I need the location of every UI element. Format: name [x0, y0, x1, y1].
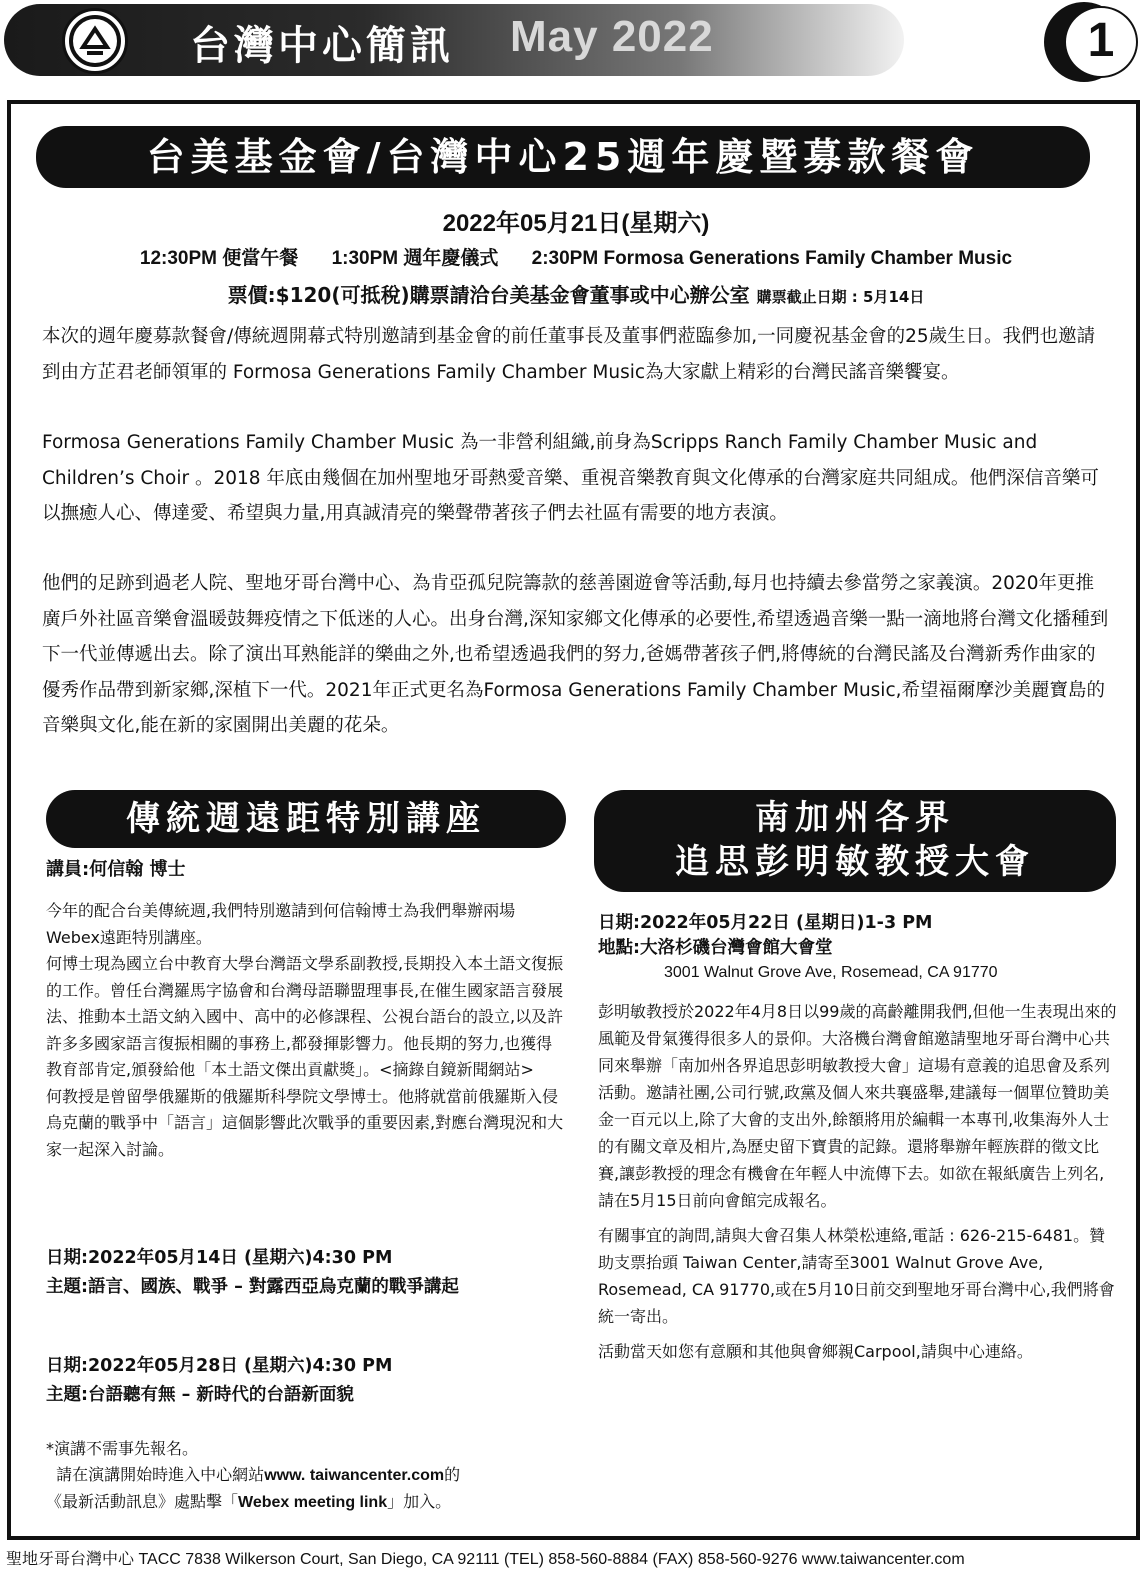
newsletter-title: 台灣中心簡訊	[190, 23, 454, 69]
anniversary-schedule	[36, 243, 1116, 270]
memorial-paragraph-1: 彭明敏教授於2022年4月8日以99歲的高齡離開我們,但他一生表現出來的風範及骨氣獲得很多人的景仰。大洛機台灣會館邀請聖地牙哥台灣中心共同來舉辦「南加州各界追思彭明敏教授大會」這場有意義的追思會及系列活動。邀請社團,公司行號,政黨及個人來共襄盛舉,建議每一個單位贊助美金一百元以上,除了大會的支出外,餘額將用於編輯一本專刊,收集海外人士的有關文章及相片,為歷史留下寶貴的記錄。還將舉辦年輕族群的徵文比賽,讓彭教授的理念有機會在年輕人中流傳下去。如欲在報紙廣告上列名,請在5月15日前向會館完成報名。	[598, 1002, 1117, 1210]
lecture-banner: 傳統週遠距特別講座	[46, 790, 566, 848]
lecture-note	[46, 1436, 566, 1516]
session-2-date: 日期:2022年05月28日 (星期六)4:30 PM	[46, 1356, 393, 1376]
note-website: 請在演講開始時進入中心網站www. taiwancenter.com的	[56, 1465, 461, 1484]
newsletter-header	[0, 0, 1147, 88]
webex-link[interactable]: Webex meeting link	[238, 1494, 388, 1511]
issue-month: May 2022	[510, 12, 714, 61]
page-number-badge	[1044, 2, 1144, 82]
memorial-date: 日期:2022年05月22日 (星期日)1-3 PM	[598, 913, 933, 933]
memorial-banner-line-1: 南加州各界	[755, 798, 955, 838]
schedule-music: 2:30PM Formosa Generations Family Chamber Music	[531, 248, 1013, 269]
website-link[interactable]: www. taiwancenter.com	[264, 1467, 445, 1484]
anniversary-paragraph-1: 本次的週年慶募款餐會/傳統週開幕式特別邀請到基金會的前任董事長及董事們蒞臨參加,一同慶祝基金會的25歲生日。我們也邀請到由方芷君老師領軍的 Formosa Generations Family Chamber Music為大家獻上精彩的台灣民謠音樂饗宴。	[42, 326, 1096, 383]
lecture-session-2	[46, 1352, 566, 1410]
lecture-bio: 何博士現為國立台中教育大學台灣語文學系副教授,長期投入本土語文復振的工作。曾任台灣羅馬字協會和台灣母語聯盟理事長,在催生國家語言發展法、推動本土語文納入國中、高中的必修課程、公視台語台的設立,以及許許多多國家語言復振相關的事務上,都發揮影響力。他長期的努力,也獲得教育部肯定,頒發給他「本土語文傑出貢獻獎」。<摘錄自鏡新聞網站>	[46, 954, 564, 1079]
footer-contact: 聖地牙哥台灣中心 TACC 7838 Wilkerson Court, San Diego, CA 92111 (TEL) 858-560-8884 (FAX) 858-560-9276 www.taiwancenter.com	[6, 1551, 965, 1568]
session-1-date: 日期:2022年05月14日 (星期六)4:30 PM	[46, 1248, 393, 1268]
memorial-paragraph-3: 活動當天如您有意願和其他與會鄉親Carpool,請與中心連絡。	[598, 1342, 1033, 1361]
anniversary-date: 2022年05月21日(星期六)	[442, 210, 710, 237]
session-1-topic: 主題:語言、國族、戰爭 – 對露西亞烏克蘭的戰爭講起	[46, 1277, 459, 1297]
lecture-intro: 今年的配合台美傳統週,我們特別邀請到何信翰博士為我們舉辦兩場Webex遠距特別講座。	[46, 901, 516, 947]
ticket-info	[36, 279, 1116, 308]
taiwan-center-logo	[62, 8, 128, 74]
note-no-registration: *演講不需事先報名。	[46, 1439, 199, 1458]
lecture-body	[46, 898, 566, 1163]
anniversary-paragraph-2: Formosa Generations Family Chamber Music 為一非營利組織,前身為Scripps Ranch Family Chamber Music and Children’s Choir 。2018 年底由幾個在加州聖地牙哥熱愛音樂、重視音樂教育與文化傳承的台灣家庭共同組成。他們深信音樂可以撫癒人心、傳達愛、希望與力量,用真誠清亮的樂聲帶著孩子們去社區有需要的地方表演。	[42, 432, 1099, 524]
ticket-price: 票價:$120(可抵稅)購票請洽台美基金會董事或中心辦公室	[227, 283, 750, 307]
session-2-topic: 主題:台語聽有無 – 新時代的台語新面貌	[46, 1385, 354, 1405]
page-number: 1	[1064, 6, 1138, 78]
memorial-event-info	[598, 911, 1120, 961]
memorial-venue: 地點:大洛杉磯台灣會館大會堂	[598, 938, 833, 958]
memorial-body	[598, 998, 1120, 1373]
lecture-session-1	[46, 1244, 566, 1302]
memorial-paragraph-2: 有關事宜的詢問,請與大會召集人林榮松連絡,電話 : 626-215-6481。贊助支票抬頭 Taiwan Center,請寄至3001 Walnut Grove Ave, Rosemead, CA 91770,或在5月10日前交到聖地牙哥台灣中心,我們將會統一寄出。	[598, 1226, 1115, 1326]
memorial-banner-line-2: 追思彭明敏教授大會	[675, 842, 1035, 882]
schedule-lunch: 12:30PM 便當午餐	[139, 248, 299, 269]
memorial-banner	[594, 790, 1116, 892]
lecture-speaker: 講員:何信翰 博士	[46, 859, 186, 880]
anniversary-paragraph-3: 他們的足跡到過老人院、聖地牙哥台灣中心、為肯亞孤兒院籌款的慈善園遊會等活動,每月也持續去參當勞之家義演。2020年更推廣戶外社區音樂會溫暖鼓舞疫情之下低迷的人心。出身台灣,深知家鄉文化傳承的必要性,希望透過音樂一點一滴地將台灣文化播種到下一代並傳遞出去。除了演出耳熟能詳的樂曲之外,也希望透過我們的努力,爸媽帶著孩子們,將傳統的台灣民謠及台灣新秀作曲家的優秀作品帶到新家鄉,深植下一代。2021年正式更名為Formosa Generations Family Chamber Music,希望福爾摩沙美麗寶島的音樂與文化,能在新的家園開出美麗的花朵。	[42, 573, 1109, 736]
header-bar	[4, 4, 904, 76]
ticket-deadline: 購票截止日期 : 5月14日	[756, 288, 925, 306]
lecture-topic-text: 何教授是曾留學俄羅斯的俄羅斯科學院文學博士。他將就當前俄羅斯入侵烏克蘭的戰爭中「語言」這個影響此次戰爭的重要因素,對應台灣現況和大家一起深入討論。	[46, 1086, 564, 1159]
schedule-ceremony: 1:30PM 週年慶儀式	[331, 248, 499, 269]
anniversary-banner: 台美基金會/台灣中心25週年慶暨募款餐會	[36, 126, 1090, 188]
memorial-address: 3001 Walnut Grove Ave, Rosemead, CA 91770	[664, 964, 998, 981]
note-webex: 《最新活動訊息》處點擊「Webex meeting link」加入。	[46, 1492, 452, 1511]
